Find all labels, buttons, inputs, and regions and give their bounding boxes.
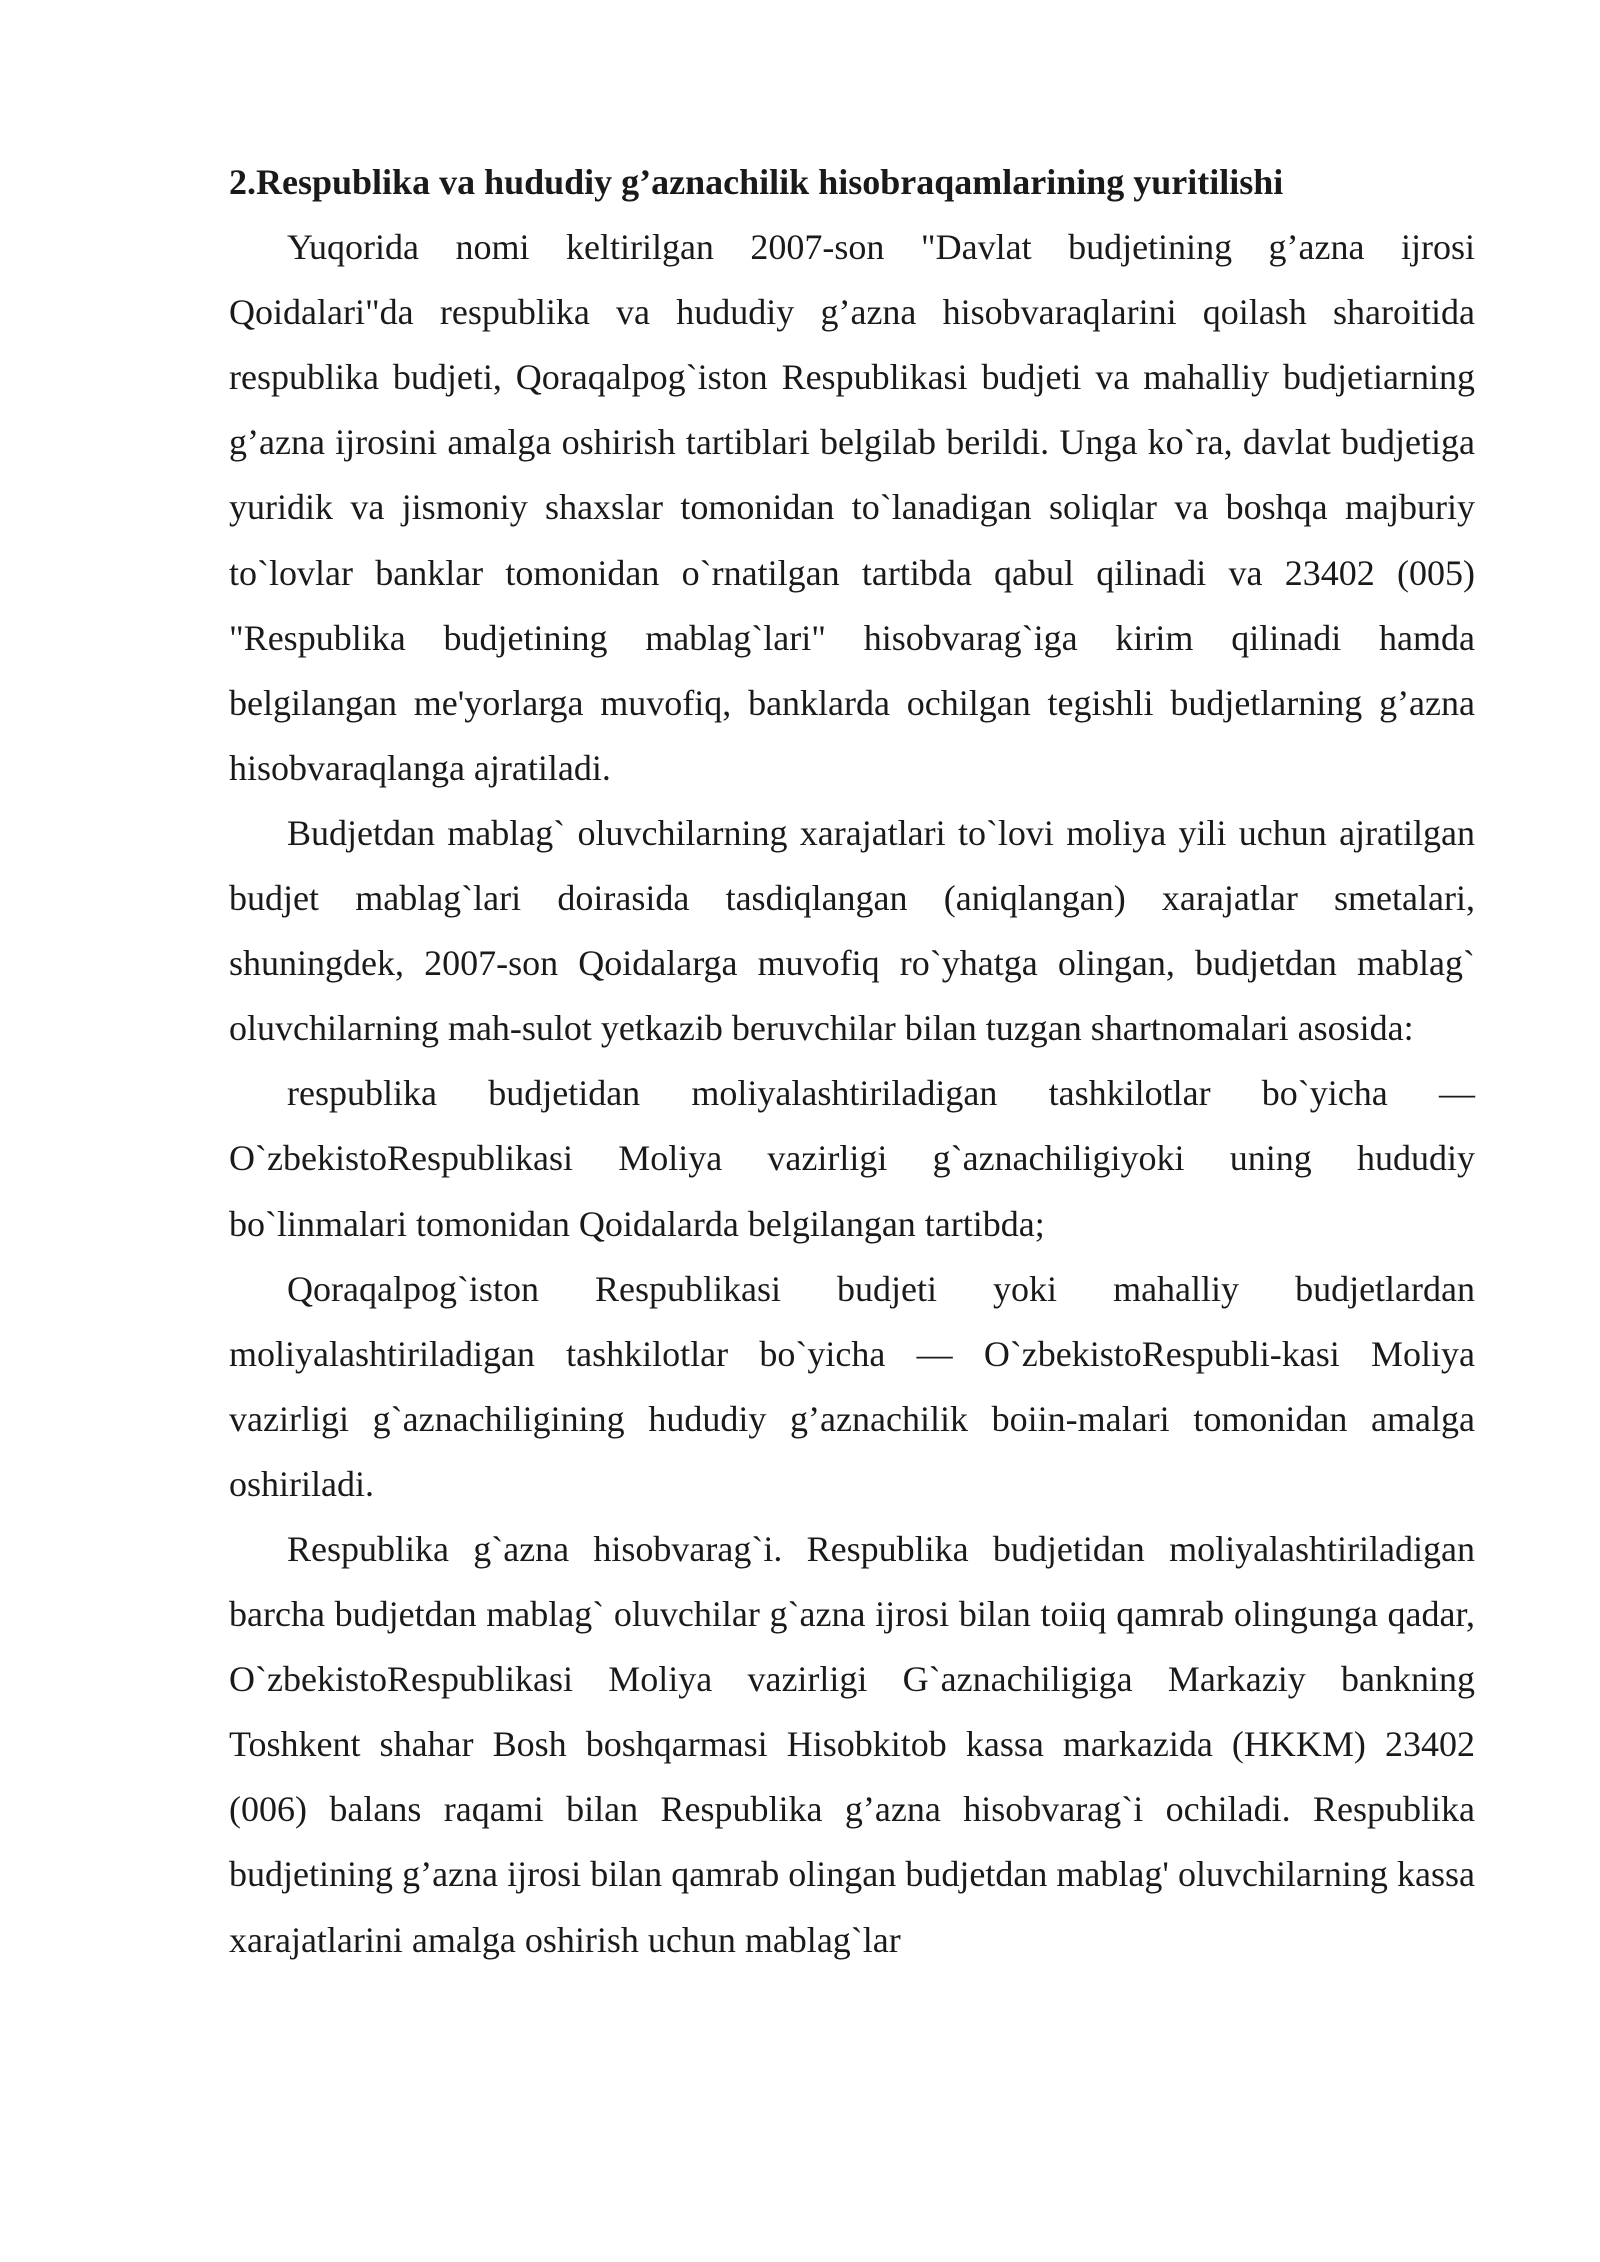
paragraph-2: Budjetdan mablag` oluvchilarning xarajatlari to`lovi moliya yili uchun ajratilgan budjet mablag`lari doirasida tasdiqlangan (aniqlangan) xarajatlar smetalari, shuningdek, 2007-son Qoidalarga muvofiq ro`yhatga olingan, budjetdan mablag` oluvchilarning mah-sulot yetkazib beruvchilar bilan tuzgan shartnomalari asosida: (229, 812, 1475, 1049)
section-heading: 2.Respublika va hududiy g’aznachilik hisobraqamlarining yuritilishi (229, 162, 1284, 202)
paragraph-3: respublika budjetidan moliyalashtiriladigan tashkilotlar bo`yicha — O`zbekistoRespublikasi Moliya vazirligi g`aznachiligiyoki uning hududiy bo`linmalari tomonidan Qoidalarda belgilangan tartibda; (229, 1073, 1475, 1244)
paragraph-4: Qoraqalpog`iston Respublikasi budjeti yoki mahalliy budjetlardan moliyalashtiriladigan tashkilotlar bo`yicha — O`zbekistoRespubli-kasi Moliya vazirligi g`aznachiligining hududiy g’aznachilik boiin-malari tomonidan amalga oshiriladi. (229, 1268, 1475, 1504)
paragraph-5: Respublika g`azna hisobvarag`i. Respublika budjetidan moliyalashtiriladigan barcha budjetdan mablag` oluvchilar g`azna ijrosi bilan toiiq qamrab olingunga qadar, O`zbekistoRespublikasi Moliya vazirligi G`aznachiligiga Markaziy bankning Toshkent shahar Bosh boshqarmasi Hisobkitob kassa markazida (HKKM) 23402 (006) balans raqami bilan Respublika g’azna hisobvarag`i ochiladi. Respublika budjetining g’azna ijrosi bilan qamrab olingan budjetdan mablag' oluvchilarning kassa xarajatlarini amalga oshirish uchun mablag`lar (229, 1528, 1475, 1960)
document-body (229, 150, 1475, 1973)
paragraph-1: Yuqorida nomi keltirilgan 2007-son "Davlat budjetining g’azna ijrosi Qoidalari"da respublika va hududiy g’azna hisobvaraqlarini qoilash sharoitida respublika budjeti, Qoraqalpog`iston Respublikasi budjeti va mahalliy budjetiarning g’azna ijrosini amalga oshirish tartiblari belgilab berildi. Unga ko`ra, davlat budjetiga yuridik va jismoniy shaxslar tomonidan to`lanadigan soliqlar va boshqa majburiy to`lovlar banklar tomonidan o`rnatilgan tartibda qabul qilinadi va 23402 (005) "Respublika budjetining mablag`lari" hisobvarag`iga kirim qilinadi hamda belgilangan me'yorlarga muvofiq, banklarda ochilgan tegishli budjetlarning g’azna hisobvaraqlanga ajratiladi. (229, 227, 1475, 788)
